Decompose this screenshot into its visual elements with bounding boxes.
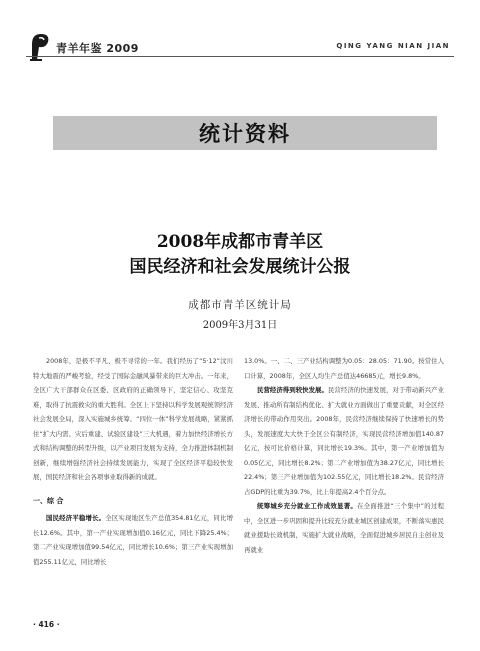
article-date: 2009年3月31日 bbox=[202, 320, 278, 331]
economy-continued-paragraph: 13.0%。一、二、三产业结构调整为0.05：28.05：71.90。按常住人口计算，2008年，全区人均生产总值达46685元，增长9.8%。 bbox=[244, 357, 444, 380]
left-column bbox=[33, 354, 233, 569]
intro-paragraph: 2008年，是极不平凡、极不寻常的一年。我们经历了“5·12”汶川特大地震的严峻考验，经受了国际金融风暴带来的巨大冲击。一年来，全区广大干部群众在区委、区政府的正确领导下，坚定信心、攻坚克难，取得了抗震救灾的重大胜利。全区上下坚持以科学发展观统领经济社会发展全局，深入实施城乡统筹、“四位一体”科学发展战略，紧紧抓住“扩大内需、灾后重建、试验区建设”三大机遇，着力加快经济增长方式和结构调整的转型升级，以产业项目发展为支持，全力推进体制机制创新，继续增强经济社会持续发展能力，实现了全区经济平稳较快发展，国民经济和社会各项事业取得新的成就。 bbox=[33, 357, 233, 481]
article-author: 成都市青羊区统计局 bbox=[188, 299, 292, 311]
section-banner bbox=[53, 116, 437, 150]
economy-text: 全区实现地区生产总值354.81亿元，同比增长12.6%。其中，第一产业实现增加值0.16亿元，同比下降25.4%；第二产业实现增加值99.54亿元，同比增长10.6%；第三产业实现增加值255.11亿元，同比增长 bbox=[33, 514, 233, 566]
header-divider bbox=[26, 56, 454, 57]
right-column bbox=[244, 354, 444, 557]
article-title-line-1: 2008年成都市青羊区 bbox=[156, 232, 324, 252]
employment-paragraph bbox=[244, 499, 444, 557]
private-economy-text: 民营经济的快速发展，对于带动新兴产业发展、推动所有制结构优化、扩大就业方面做出了重要贡献，对全区经济增长的带动作用突出。2008年，民营经济继续保持了快速增长的势头，发展速度大大快于全区公有制经济，实现民营经济增加值140.87亿元，按可比价格计算，同比增长19.3%。其中，第一产业增加值为0.05亿元，同比增长8.2%；第二产业增加值为38.27亿元，同比增长22.4%；第三产业增加值为102.55亿元，同比增长18.2%。民营经济占GDP的比重为39.7%，比上年提高2.4个百分点。 bbox=[244, 386, 445, 496]
page-number: · 416 · bbox=[33, 620, 60, 629]
private-economy-lead: 民营经济得到较快发展。 bbox=[257, 386, 328, 394]
section-banner-label: 统计资料 bbox=[199, 122, 291, 146]
private-economy-paragraph bbox=[244, 383, 444, 499]
article-title-line-2: 国民经济和社会发展统计公报 bbox=[129, 257, 351, 277]
economy-lead: 国民经济平稳增长。 bbox=[46, 514, 106, 522]
section-heading-general: 一、综 合 bbox=[33, 496, 64, 505]
economy-paragraph bbox=[33, 511, 233, 569]
yearbook-pinyin: QING YANG NIAN JIAN bbox=[336, 42, 450, 50]
employment-lead: 统筹城乡充分就业工作成效显著。 bbox=[257, 502, 358, 510]
employment-text: 在全面推进“三个集中”的过程中，全区进一步巩固和提升比较充分就业城区创建成果，不断落实惠民就业援助长效机制，实施扩大就业战略，全面促进城乡居民自主创业及再就业 bbox=[244, 502, 445, 554]
yearbook-title: 青羊年鉴 2009 bbox=[56, 42, 139, 55]
page-header bbox=[0, 0, 480, 66]
yearbook-logo-icon bbox=[26, 30, 54, 62]
